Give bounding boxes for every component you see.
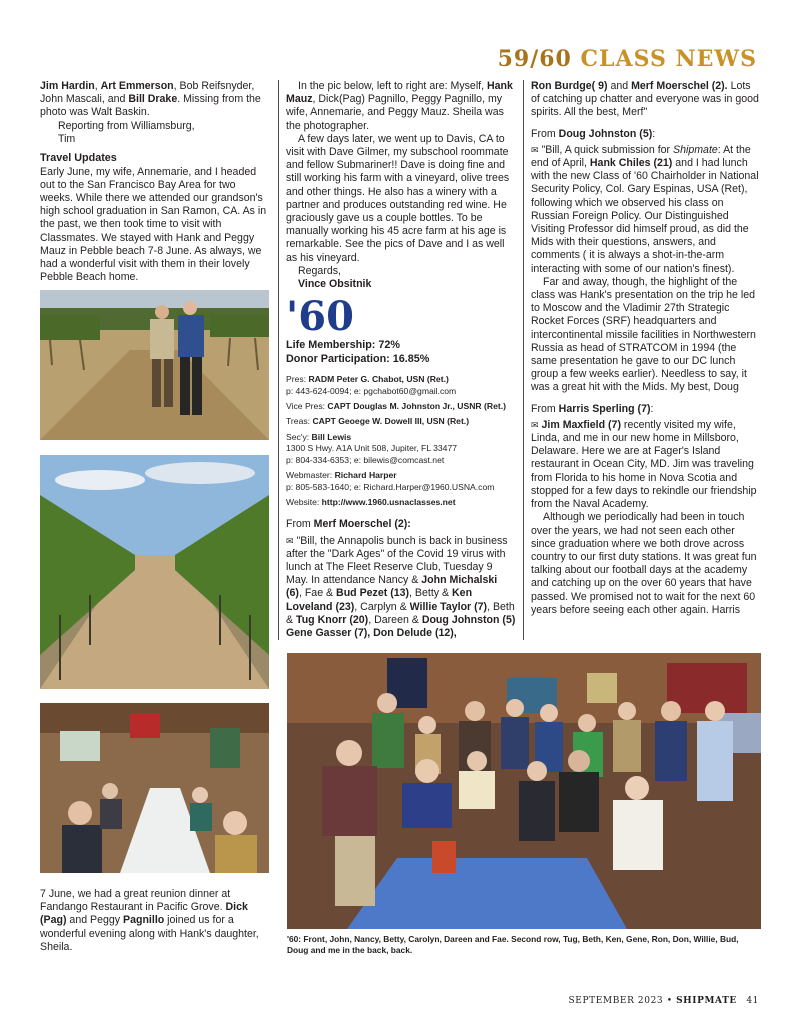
magazine-name: SHIPMATE xyxy=(676,996,737,1006)
envelope-icon: ✉ xyxy=(531,144,539,155)
from-harris-heading xyxy=(531,403,761,416)
pic-description xyxy=(286,80,516,133)
photo-group-lunch xyxy=(287,653,761,929)
envelope-icon: ✉ xyxy=(286,535,294,546)
text-span: , Beth & xyxy=(286,600,515,626)
name-bold: Jim Maxfield (7) xyxy=(541,418,621,431)
text-span: , Dick(Pag) Pagnillo, Peggy Pagnillo, my wife, Annemarie, and Peggy Mauz. Sheila was the photographer. xyxy=(286,93,504,132)
label: Website: xyxy=(286,496,322,507)
text-span: and I had lunch with the new Class of '60 Chairholder in National Security Policy, Col. Gary Espinas, USA (Ret), following which we observed his class on Russian Foreign Policy. Our Distinguished Visiting Professor did himself proud, as did the Mids with their questions, answers, and comments ( it is always a shot-in-the-arm interacting with some of our nation's finest). xyxy=(531,157,759,275)
text-span: . Missing from the photo was Walt Baskin. xyxy=(40,93,261,119)
text-span: In the pic below, left to right are: Myself, xyxy=(298,80,488,92)
signer-vince xyxy=(286,278,516,291)
name-jim-hardin: Jim Hardin xyxy=(40,80,95,92)
photo-vineyard-two-men xyxy=(40,290,269,440)
separator: • xyxy=(663,996,677,1006)
class-website xyxy=(286,497,516,508)
column-rule-1 xyxy=(278,80,279,640)
from-name: Harris Sperling (7) xyxy=(558,402,651,415)
photo-vineyard-two-men-image xyxy=(40,290,269,440)
class-years: 59/60 xyxy=(497,46,572,72)
text-span: , Fae & xyxy=(298,587,337,600)
label: From xyxy=(531,402,559,415)
name-bold: Gene Gasser (7), Don Delude (12), xyxy=(286,626,457,639)
group-photo-caption: '60: Front, John, Nancy, Betty, Carolyn, Dareen and Fae. Second row, Tug, Beth, Ken, Gene, Ron, Don, Willie, Bud, Doug and me in the back, back. xyxy=(287,934,739,955)
merf-continuation xyxy=(531,80,761,120)
photo-vineyard-rows xyxy=(40,455,269,689)
name-bold: Merf Moerschel (2). xyxy=(631,80,728,92)
name-bold: Doug Johnston (5) xyxy=(421,613,516,626)
photo-restaurant-dinner xyxy=(40,703,269,873)
signature-tim: Tim xyxy=(58,132,76,145)
name-pagnillo: Pagnillo xyxy=(123,914,165,927)
photo-group-lunch-image xyxy=(287,653,761,929)
text-span: : At the end of April, xyxy=(531,143,751,170)
name-bold: John Michalski (6) xyxy=(286,574,498,600)
text-span: joined us for a wonderful evening along with Hank's daughter, Sheila. xyxy=(40,914,259,953)
name-art-emmerson: Art Emmerson xyxy=(100,80,174,92)
text-span: recently visited my wife, Linda, and me in our new home in Millsboro, Delaware. Here we are at Fager's Island restaurant in Ocean City, MD. Jim was traveling from Florida to his home in Nova Scotia and stopped for a few days to rekindle our friendship from the Naval Academy. xyxy=(531,418,757,511)
travel-updates-body: Early June, my wife, Annemarie, and I headed out to the San Francisco Bay Area for two weeks. While there we attended our grandson's high school graduation in San Ramon, CA. As in the past, we then took time to visit with Classmates. We stayed with Hank and Peggy Mauz in Pebble beach 7-8 June. As always, we had a wonderful visit with them in their lovely Pebble Beach home. xyxy=(40,165,267,284)
name-hank-mauz: Hank Mauz xyxy=(286,80,513,106)
text-span: , Dareen & xyxy=(368,613,422,626)
label: Vice Pres: xyxy=(286,401,328,412)
regards-line: Regards, xyxy=(298,264,341,277)
text-span: : xyxy=(652,127,656,140)
photo-vineyard-rows-image xyxy=(40,455,269,689)
text-span: "Bill, the Annapolis bunch is back in business after the "Dark Ages" of the Covid 19 virus with lunch at The Fleet Reserve Club, Tuesday 9 May. In attendance Nancy & xyxy=(286,534,508,587)
column-1 xyxy=(40,80,268,284)
secretary-contact: p: 804-334-6353; e: bilewis@comcast.net xyxy=(286,454,445,465)
officer-webmaster xyxy=(286,470,516,493)
secretary-address: 1300 S Hwy. A1A Unit 508, Jupiter, FL 33477 xyxy=(286,443,458,454)
envelope-icon: ✉ xyxy=(531,419,539,430)
label: Pres: xyxy=(286,374,309,385)
text-span: : xyxy=(650,402,654,415)
from-merf-heading xyxy=(286,518,516,531)
signer-name: Vince Obsitnik xyxy=(298,278,372,291)
life-membership: Life Membership: 72% xyxy=(286,339,400,352)
treasurer-name: CAPT Geoege W. Dowell III, USN (Ret.) xyxy=(312,416,470,427)
label: From xyxy=(531,127,559,140)
name-bold: Tug Knorr (20) xyxy=(296,613,369,626)
label: Treas: xyxy=(286,416,313,427)
dinner-caption xyxy=(40,888,268,954)
president-name: RADM Peter G. Chabot, USN (Ret.) xyxy=(308,374,449,385)
issue-date: SEPTEMBER 2023 xyxy=(568,996,664,1006)
column-rule-2 xyxy=(523,80,524,640)
magazine-name: Shipmate xyxy=(673,143,718,156)
class-year-heading: '60 xyxy=(286,293,354,341)
davis-visit-paragraph: A few days later, we went up to Davis, CA to visit with Dave Gilmer, my subschool roommate and fellow Submariner!! Dave is doing fine and still working his farm with a vineyard, olive trees and other things. He also has a winery with a partner and produces outstanding red wine. He graciously gave us a couple bottles. To be manually working his 45 acre farm at his age is remarkable. See the pics of Dave and I as well as his vineyard. xyxy=(286,132,510,264)
column-3 xyxy=(531,80,761,617)
merf-submission xyxy=(286,535,516,641)
name-bold: Hank Chiles (21) xyxy=(589,157,673,170)
webmaster-contact: p: 805-583-1640; e: Richard.Harper@1960.USNA.com xyxy=(286,481,495,492)
from-name: Doug Johnston (5) xyxy=(558,127,653,140)
section-header xyxy=(498,46,757,72)
webmaster-name: Richard Harper xyxy=(334,470,397,481)
text-span: , xyxy=(94,80,101,92)
page-number: 41 xyxy=(746,996,759,1006)
name-bold: Willie Taylor (7) xyxy=(409,600,488,613)
page-footer xyxy=(569,996,759,1006)
harris-submission xyxy=(531,419,761,511)
harris-paragraph-2: Although we periodically had been in touch over the years, we had not seen each other since graduation where we both drove across country to our first duty stations. It was great fun talking about our football days at the academy and catching up on the over 60 years that have passed. We promised not to wait for the next 60 years before seeing each other again. Harris xyxy=(531,511,757,616)
secretary-name: Bill Lewis xyxy=(311,431,352,442)
photo-restaurant-dinner-image xyxy=(40,703,269,873)
label: Webmaster: xyxy=(286,470,335,481)
travel-updates-heading: Travel Updates xyxy=(40,152,117,165)
officer-treasurer xyxy=(286,416,516,427)
text-span: "Bill, A quick submission for xyxy=(541,143,674,156)
text-span: and xyxy=(607,80,632,92)
doug-paragraph-2: Far and away, though, the highlight of the class was Hank's presentation on the trip he led to Moscow and the Vladimir 27th Strategic Rocket Forces (SRF) headquarters and intercontinental missile facilities in Northwestern Russia as head of STRATCOM in 1994 (the same presentation he gave to our DC lunch group a few weeks earlier). Needless to say, it was a great hit with the Mids. My best, Doug xyxy=(531,275,756,394)
text-span: 7 June, we had a great reunion dinner at Fandango Restaurant in Pacific Grove. xyxy=(40,888,231,914)
from-name: Merf Moerschel (2): xyxy=(313,518,411,531)
column-2 xyxy=(286,80,516,640)
president-contact: p: 443-624-0094; e: pgchabot60@gmail.com xyxy=(286,385,457,396)
donor-participation: Donor Participation: 16.85% xyxy=(286,352,430,365)
name-dick-pag: Dick (Pag) xyxy=(40,901,248,927)
text-span: , Bob Reifsnyder, John Mascali, and xyxy=(40,80,255,106)
text-span: , Betty & xyxy=(409,587,453,600)
label: Sec'y: xyxy=(286,431,312,442)
website-link[interactable]: http://www.1960.usnaclasses.net xyxy=(321,496,456,507)
officer-secretary xyxy=(286,432,516,466)
reporting-line: Reporting from Williamsburg, xyxy=(58,119,195,132)
name-bold: Ken Loveland (23) xyxy=(286,587,473,613)
label: From xyxy=(286,518,314,531)
name-bold: Ron Burdge( 9) xyxy=(531,80,608,92)
name-bill-drake: Bill Drake xyxy=(128,93,178,106)
doug-submission xyxy=(531,144,761,276)
officer-vice-president xyxy=(286,401,516,412)
name-bold: Bud Pezet (13) xyxy=(336,587,410,600)
officer-president xyxy=(286,374,516,397)
from-doug-heading xyxy=(531,128,761,141)
vice-president-name: CAPT Douglas M. Johnston Jr., USNR (Ret.) xyxy=(327,401,506,412)
text-span: , Carplyn & xyxy=(354,600,410,613)
names-paragraph xyxy=(40,80,268,120)
text-span: and Peggy xyxy=(66,914,124,927)
section-title: CLASS NEWS xyxy=(580,46,757,72)
text-span: Lots of catching up chatter and everyone was in good spirits. All the best, Merf" xyxy=(531,80,759,119)
